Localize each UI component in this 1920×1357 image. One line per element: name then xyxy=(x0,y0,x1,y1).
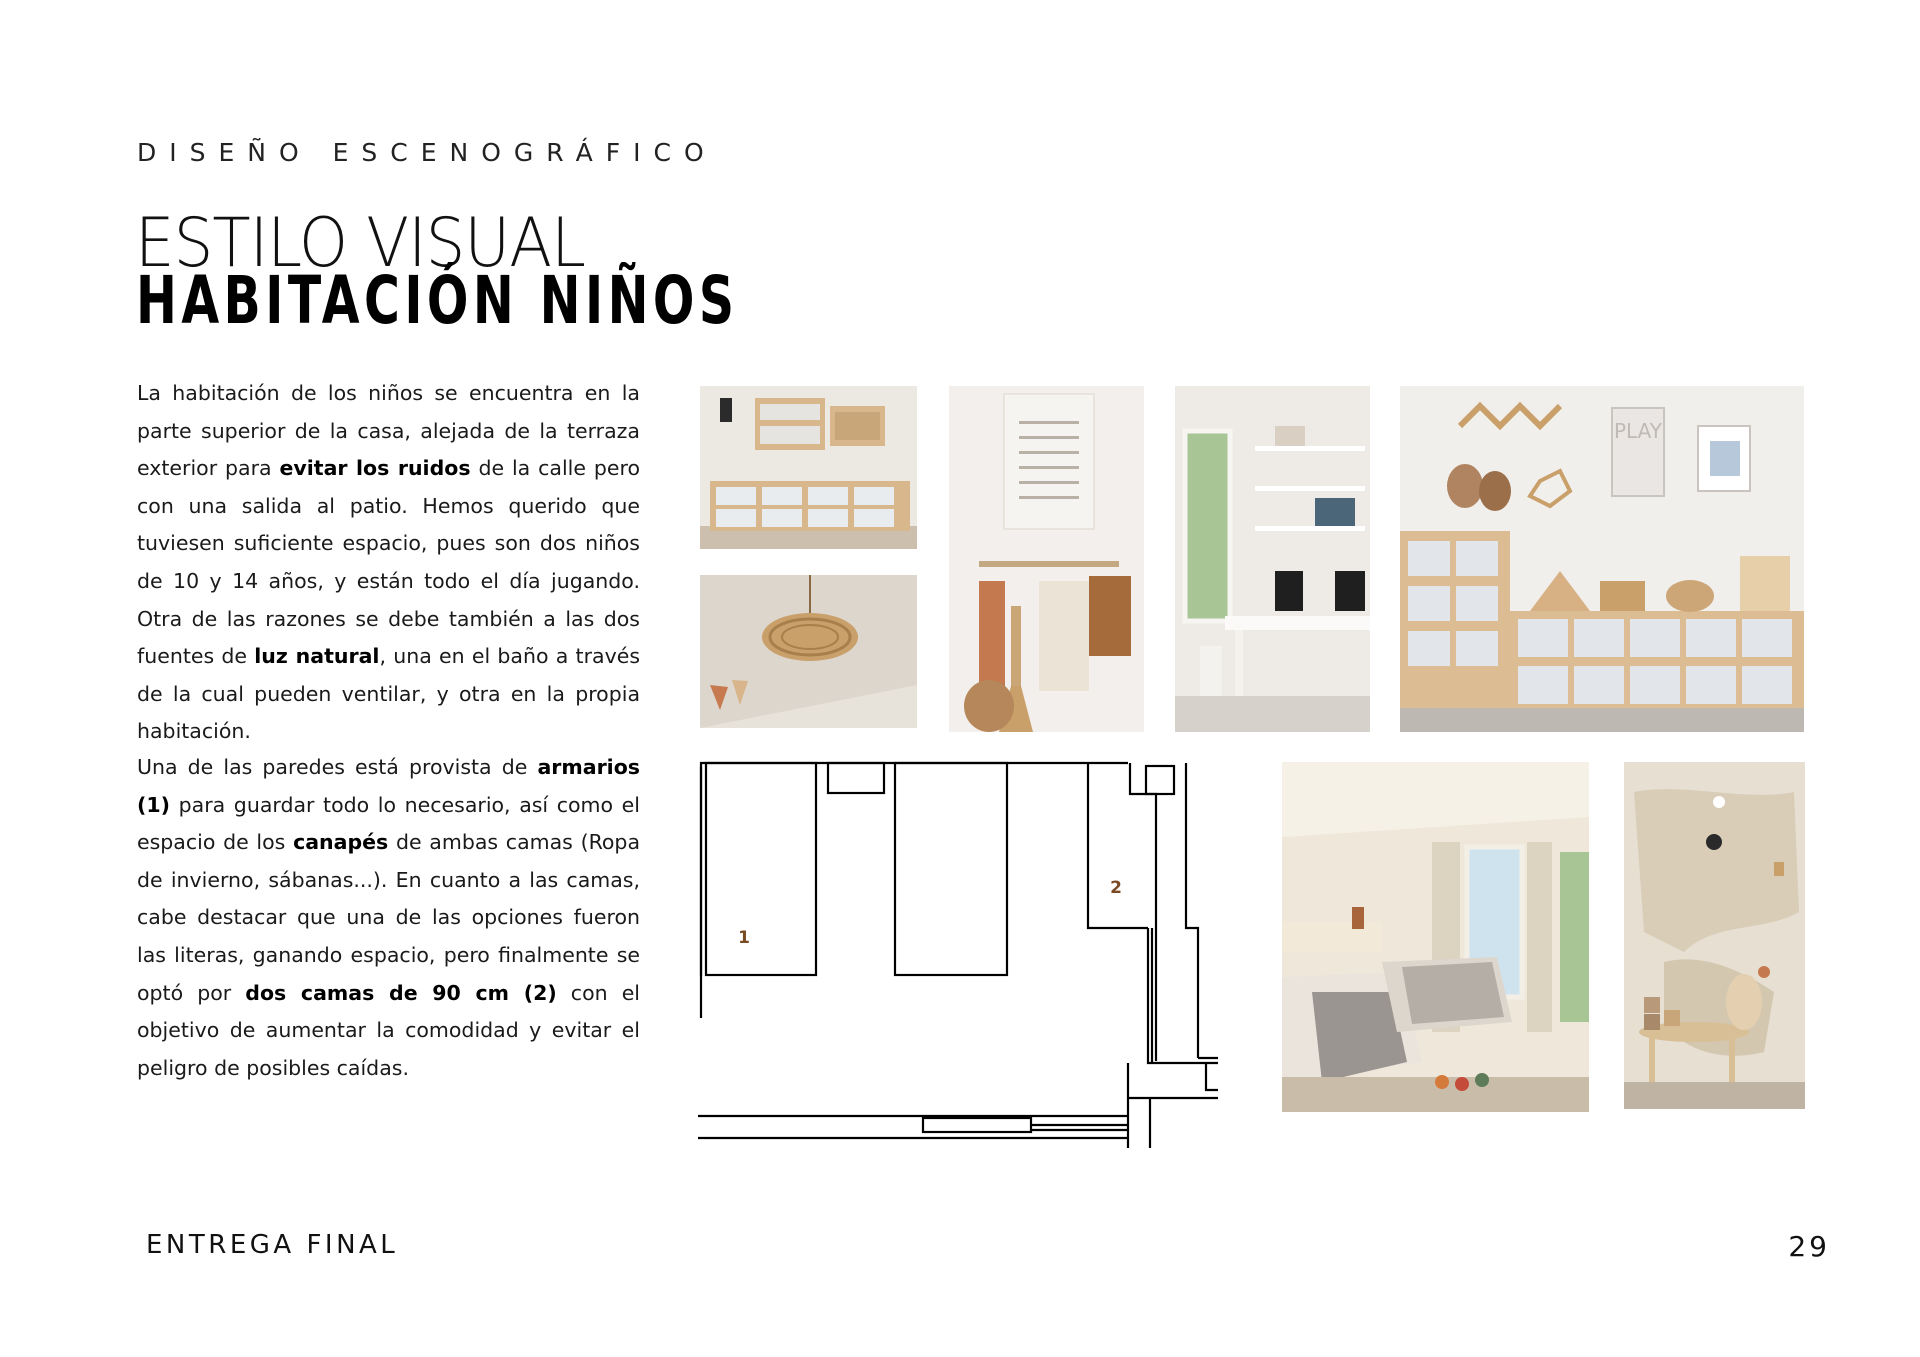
plan-label-2: 2 xyxy=(1110,878,1122,898)
photo-desk-shelves xyxy=(1175,386,1370,732)
emphasis-text: armarios (1) xyxy=(137,755,640,817)
photo-wall-hooks xyxy=(949,386,1144,732)
photo-twin-beds xyxy=(1282,762,1589,1112)
body-text-run: La habitación de los niños se encuentra en la parte superior de la casa, alejada de la terraza exterior para xyxy=(137,381,640,481)
body-text-run: Una de las paredes está provista de xyxy=(137,755,538,779)
emphasis-text: luz natural xyxy=(254,644,380,669)
photo-shelving-bins xyxy=(700,386,917,549)
body-text-run: con el objetivo de aumentar la comodidad y evitar el peligro de posibles caídas. xyxy=(137,980,640,1080)
body-text-run: de ambas camas (Ropa de invierno, sábanas...). En cuanto a las camas, cabe destacar que una de las opciones fueron las literas, ganando espacio, pero finalmente se optó por xyxy=(137,830,641,1005)
body-text-run: para guardar todo lo necesario, así como el espacio de los xyxy=(137,792,640,855)
emphasis-text: canapés xyxy=(293,830,389,855)
page-number: 29 xyxy=(1788,1230,1830,1263)
plan-label-1: 1 xyxy=(738,928,750,948)
body-text-run: de la calle pero con una salida al patio. Hemos querido que tuviesen suficiente espacio, pues son dos niños de 10 y 14 años, y están todo el día jugando. Otra de las razones se debe también a las dos fuentes de xyxy=(137,456,640,669)
page-title-bold: HABITACIÓN NIÑOS xyxy=(136,262,739,339)
footer-delivery-label: ENTREGA FINAL xyxy=(146,1230,399,1260)
body-text-run: , una en el baño a través de la cual pueden ventilar, y otra en la propia habitación. xyxy=(137,644,641,744)
page-title-light: ESTILO VISUAL xyxy=(135,204,586,283)
emphasis-text: dos camas de 90 cm (2) xyxy=(245,980,557,1005)
body-paragraph-2 xyxy=(137,749,640,1087)
body-paragraph-1 xyxy=(137,375,640,751)
emphasis-text: evitar los ruidos xyxy=(279,456,471,481)
section-label: DISEÑO ESCENOGRÁFICO xyxy=(137,138,717,167)
play-poster-text: PLAY xyxy=(1613,419,1663,443)
photo-map-wallpaper xyxy=(1624,762,1805,1109)
photo-rattan-lamp xyxy=(700,575,917,728)
photo-play-storage xyxy=(1400,386,1804,732)
floor-plan xyxy=(698,758,1218,1148)
